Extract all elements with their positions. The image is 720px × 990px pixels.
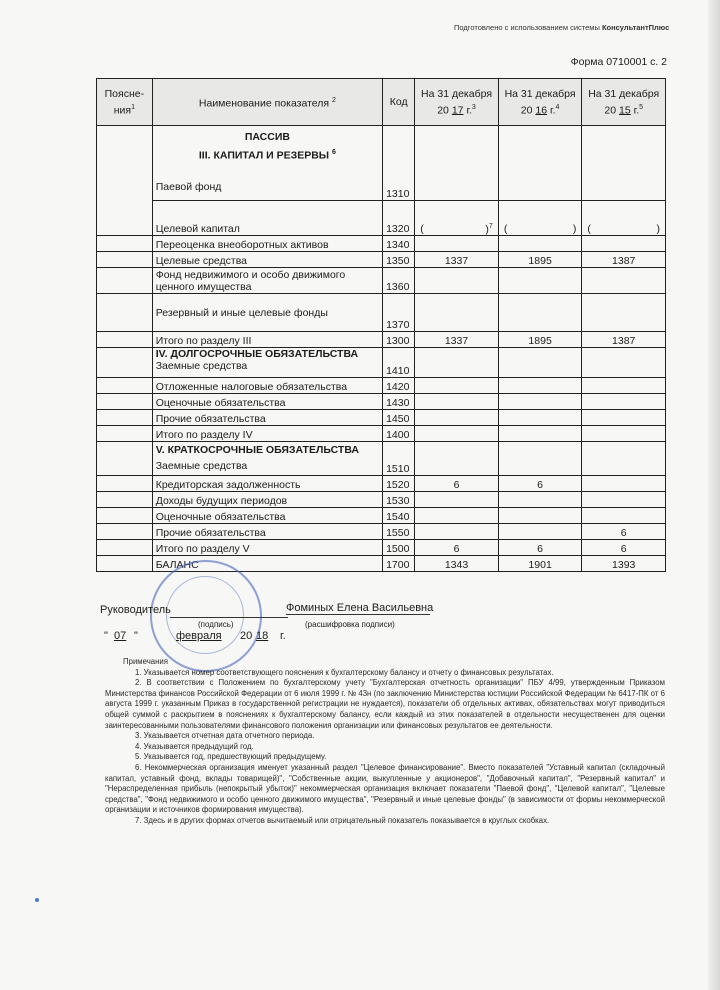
row-value-2 [498,126,582,201]
row-code: 1350 [383,252,415,268]
row-value-2 [498,348,582,378]
row-value-2 [498,236,582,252]
row-value-2 [498,410,582,426]
table-row [97,508,666,524]
table-row [97,476,666,492]
notes-cell [97,426,153,442]
footnote-1: 1. Указывается номер соответствующего пояснения к бухгалтерскому балансу и отчету о финансовых результатах. [135,667,554,677]
header-year-3 [582,79,666,126]
row-value-1 [415,201,499,236]
row-name: Отложенные налоговые обязательства [152,378,382,394]
row-value-1 [415,348,499,378]
signatory-name: Фоминых Елена Васильевна [286,602,434,614]
paren-close: ) [485,223,489,235]
row-value-3: 6 [582,524,666,540]
table-row [97,394,666,410]
y3-suffix: г. [633,104,640,117]
row-value-3 [582,426,666,442]
date-month: февраля [176,630,222,642]
ink-dot [35,898,39,902]
date-day: 07 [114,630,127,642]
row-value-3 [582,126,666,201]
row-name-text: Резервный и иные целевые фонды [155,306,328,319]
header-year-1 [415,79,499,126]
notes-cell [97,378,153,394]
row-name: Переоценка внеоборотных активов [152,236,382,252]
notes-cell [97,294,153,332]
date-suffix: г. [280,630,286,642]
row-name [152,294,382,332]
row-value-3 [582,378,666,394]
prepared-prefix: Подготовлено с использованием системы [454,23,602,32]
row-value-2: 1895 [498,332,582,348]
y2-sup: 4 [555,103,560,111]
prepared-brand: КонсультантПлюс [601,23,670,32]
row-value-3 [582,348,666,378]
section-3-title [156,145,379,164]
signature-line [170,617,288,618]
row-value-2: 6 [498,540,582,556]
notes-cell [97,126,153,236]
row-value-2 [498,201,582,236]
paren-open: ( [503,223,508,235]
notes-cell [97,394,153,410]
row-name [152,442,382,476]
table-row [97,201,666,236]
y3-sup: 5 [639,103,643,111]
row-name: Доходы будущих периодов [152,492,382,508]
row-value-1 [415,426,499,442]
row-code: 1320 [383,201,415,236]
row-value-3 [582,492,666,508]
footnote-6: 6. Некоммерческая организация именует указанный раздел "Целевое финансирование". Вместо показателей "Уставный капитал (складочный капитал, уставный фонд, вклады товарищей)", "Собственные акции, выкупленные у акционеров", "Добавочный капитал", "Резервный капитал" и "Нераспределенная прибыль (непокрытый убыток)" некоммерческая организация включает показатели "Паевой фонд", "Целевой капитал", "Целевые средства", "Фонд недвижимого и особо ценного движимого имущества", "Резервный и иные целевые фонды" (в зависимости от формы некоммерческой организации и источников формирования имущества). [105,762,665,815]
y2-year: 16 [535,104,548,117]
table-row [97,410,666,426]
y1-sup: 3 [471,103,476,111]
table-row [97,378,666,394]
table-row [97,348,666,378]
date-year: 18 [256,630,269,642]
header-year-3-prefix: На 31 декабря [588,87,660,100]
row-value-2: 6 [498,476,582,492]
header-notes-label: Поясне-ния [104,87,145,117]
date-quote-close: " [134,630,138,642]
footnotes [105,657,665,827]
row-code: 1310 [383,126,415,201]
row-name: Итого по разделу IV [152,426,382,442]
date-century: 20 [240,630,253,642]
row-name-1510: Заемные средства [155,460,248,472]
header-notes-sup: 1 [131,103,135,111]
row-value-2 [498,294,582,332]
header-notes [97,79,153,126]
row-value-1: 1337 [415,252,499,268]
row-code: 1410 [383,348,415,378]
header-code: Код [383,79,415,126]
row-value-1 [415,442,499,476]
row-code: 1360 [383,268,415,294]
row-name: БАЛАНС [152,556,382,572]
row-value-2 [498,492,582,508]
row-value-1 [415,508,499,524]
notes-cell [97,508,153,524]
table-row [97,126,666,201]
row-value-1 [415,294,499,332]
row-value-1 [415,524,499,540]
row-code: 1340 [383,236,415,252]
row-value-2: 1901 [498,556,582,572]
row-value-1 [415,268,499,294]
row-value-2 [498,442,582,476]
row-value-3: 6 [582,540,666,556]
y3-century: 20 [604,104,617,117]
footnote-4: 4. Указывается предыдущий год. [135,741,254,751]
section-3-sup: 6 [332,149,336,156]
row-code: 1400 [383,426,415,442]
row-value-3 [582,476,666,492]
y2-suffix: г. [550,104,556,117]
row-value-1 [415,236,499,252]
notes-cell [97,540,153,556]
row-name: Целевой капитал [152,201,382,236]
row-name [152,126,382,201]
row-code: 1510 [383,442,415,476]
footnote-3: 3. Указывается отчетная дата отчетного периода. [135,731,315,741]
form-number: Форма 0710001 с. 2 [570,56,667,68]
row-value-3 [582,268,666,294]
row-value-3: 1387 [582,332,666,348]
row-code: 1420 [383,378,415,394]
row-name-1310: Паевой фонд [155,180,222,193]
footnote-5: 5. Указывается год, предшествующий предыдущему. [135,752,327,762]
row-value-1 [415,394,499,410]
organization-stamp [150,560,262,672]
row-value-3 [582,201,666,236]
prepared-note [454,23,669,32]
row-code: 1300 [383,332,415,348]
section-3-title-text: III. КАПИТАЛ И РЕЗЕРВЫ [198,149,330,162]
row-name [152,348,382,378]
row-value-2 [498,268,582,294]
paren-open: ( [587,223,591,235]
notes-cell [97,442,153,476]
row-code: 1540 [383,508,415,524]
row-value-3 [582,508,666,524]
notes-cell [97,268,153,294]
table-row [97,524,666,540]
page-edge-shadow [708,0,720,990]
row-name: Прочие обязательства [152,524,382,540]
stamp-inner-ring [166,576,244,654]
header-name-sup: 2 [332,96,336,104]
table-row [97,332,666,348]
row-value-1: 6 [415,476,499,492]
row-code: 1530 [383,492,415,508]
row-value-1 [415,126,499,201]
table-row [97,426,666,442]
row-name: Итого по разделу III [152,332,382,348]
row-value-3 [582,394,666,410]
table-row [97,236,666,252]
notes-cell [97,252,153,268]
section-5-title: V. КРАТКОСРОЧНЫЕ ОБЯЗАТЕЛЬСТВА [155,444,359,456]
paren-sup: 7 [488,222,493,230]
row-name: Кредиторская задолженность [152,476,382,492]
table-row [97,492,666,508]
signature-caption: (подпись) [198,620,234,629]
signature-label: Руководитель [100,604,171,616]
row-value-2 [498,426,582,442]
table-row [97,540,666,556]
name-caption: (расшифровка подписи) [305,620,395,629]
notes-cell [97,332,153,348]
balance-table [96,78,666,572]
header-year-2-prefix: На 31 декабря [504,87,576,100]
table-row [97,268,666,294]
row-value-1: 6 [415,540,499,556]
paren-open: ( [420,222,424,235]
header-year-1-prefix: На 31 декабря [421,87,493,100]
row-code: 1520 [383,476,415,492]
y2-century: 20 [520,104,533,117]
table-row [97,252,666,268]
notes-cell [97,476,153,492]
row-value-2 [498,378,582,394]
y1-century: 20 [437,104,449,117]
date-quote-open: " [104,630,108,642]
row-name: Оценочные обязательства [152,394,382,410]
footnote-2: 2. В соответствии с Положением по бухгалтерскому учету "Бухгалтерская отчетность организации" ПБУ 4/99, утвержденным Приказом Министерства финансов Российской Федерации от 6 июля 1999 г. № 43н (по заключению Министерства юстиции Российской Федерации № 6417-ПК от 6 августа 1999 г. указанным Приказ в государственной регистрации не нуждается), показатели об отдельных активах, обязательствах могут приводиться общей суммой с раскрытием в пояснениях к бухгалтерскому балансу, если каждый из этих показателей в отдельности несущественен для оценки заинтересованными пользователями финансового положения организации или финансовых результатов ее деятельности. [105,678,665,730]
header-name [152,79,382,126]
row-value-2 [498,394,582,410]
row-value-1: 1343 [415,556,499,572]
header-name-label: Наименование показателя [198,97,330,110]
row-name: Целевые средства [152,252,382,268]
y3-year: 15 [619,104,631,117]
paren-close: ) [656,223,660,235]
footnote-7: 7. Здесь и в других формах отчетов вычитаемый или отрицательный показатель показывается в круглых скобках. [135,815,550,825]
row-value-3 [582,410,666,426]
table-row [97,442,666,476]
table-row [97,294,666,332]
row-value-1: 1337 [415,332,499,348]
notes-cell [97,492,153,508]
y1-suffix: г. [466,104,472,117]
row-name: Итого по разделу V [152,540,382,556]
row-value-1 [415,492,499,508]
row-code: 1370 [383,294,415,332]
row-name: Оценочные обязательства [152,508,382,524]
footnotes-title: Примечания [123,657,169,666]
row-value-3 [582,442,666,476]
row-value-3: 1393 [582,556,666,572]
row-code: 1700 [383,556,415,572]
row-code: 1450 [383,410,415,426]
row-value-1 [415,410,499,426]
row-value-3 [582,294,666,332]
notes-cell [97,524,153,540]
section-pasiv-title: ПАССИВ [244,131,290,143]
notes-cell [97,348,153,378]
notes-cell [97,556,153,572]
notes-cell [97,410,153,426]
row-value-3: 1387 [582,252,666,268]
row-code: 1430 [383,394,415,410]
notes-cell [97,236,153,252]
row-name: Прочие обязательства [152,410,382,426]
row-name-1410: Заемные средства [155,360,248,372]
y1-year: 17 [451,104,464,117]
row-value-1 [415,378,499,394]
row-value-2 [498,524,582,540]
row-value-2 [498,508,582,524]
header-year-2 [498,79,582,126]
row-code: 1500 [383,540,415,556]
row-name: Фонд недвижимого и особо движимого ценного имущества [152,268,382,294]
row-code: 1550 [383,524,415,540]
row-value-3 [582,236,666,252]
section-4-title: IV. ДОЛГОСРОЧНЫЕ ОБЯЗАТЕЛЬСТВА [155,348,359,360]
row-value-2: 1895 [498,252,582,268]
paren-close: ) [572,223,577,235]
